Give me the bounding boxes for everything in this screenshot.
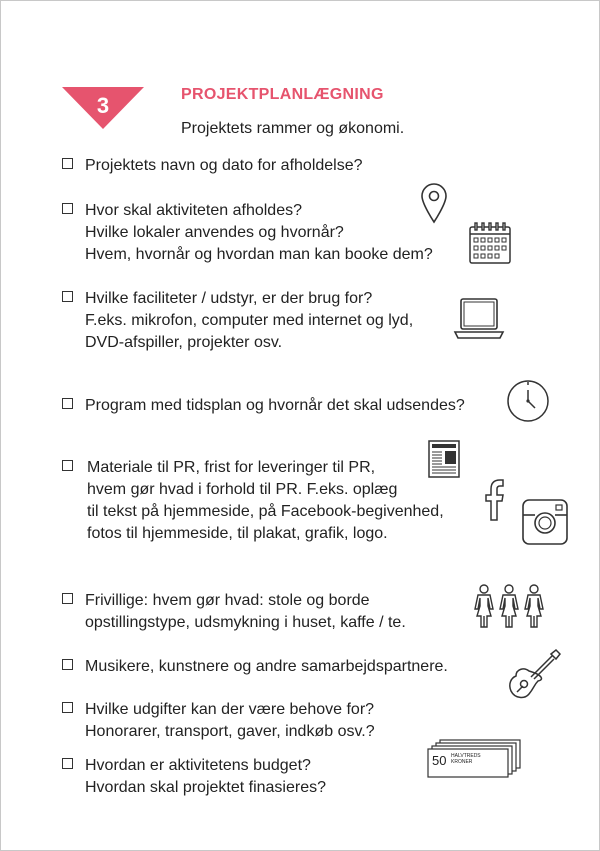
item-line: Hvordan skal projektet finasieres? <box>85 779 327 796</box>
guitar-icon <box>507 649 561 701</box>
checkbox[interactable] <box>62 702 73 713</box>
item-line: Hvilke faciliteter / udstyr, er der brug for? <box>85 290 373 307</box>
banknote-text-1: HALVTREDS <box>451 753 481 759</box>
item-line: Program med tidsplan og hvornår det skal udsendes? <box>85 397 465 414</box>
banknote-value: 50 <box>432 753 447 768</box>
instagram-icon <box>522 499 568 545</box>
item-line: Hvordan er aktivitetens budget? <box>85 757 311 774</box>
item-line: hvem gør hvad i forhold til PR. F.eks. oplæg <box>87 481 398 498</box>
checkbox[interactable] <box>62 291 73 302</box>
banknotes-icon <box>428 738 522 778</box>
item-line: Projektets navn og dato for afholdelse? <box>85 157 363 174</box>
item-line: fotos til hjemmeside, til plakat, grafik, logo. <box>87 525 388 542</box>
item-line: Hvilke lokaler anvendes og hvornår? <box>85 224 344 241</box>
page-title: PROJEKTPLANLÆGNING <box>181 86 384 103</box>
item-line: DVD-afspiller, projekter osv. <box>85 334 283 351</box>
item-line: Materiale til PR, frist for leveringer til PR, <box>87 459 376 476</box>
checkbox[interactable] <box>62 758 73 769</box>
checkbox[interactable] <box>62 659 73 670</box>
item-line: Hvilke udgifter kan der være behove for? <box>85 701 375 718</box>
people-icon <box>472 584 546 628</box>
section-number-badge <box>62 87 144 129</box>
section-number: 3 <box>96 93 110 118</box>
calendar-icon <box>469 222 511 264</box>
checkbox[interactable] <box>62 203 73 214</box>
item-line: Hvor skal aktiviteten afholdes? <box>85 202 302 219</box>
item-line: Musikere, kunstnere og andre samarbejdspartnere. <box>85 658 448 675</box>
location-pin-icon <box>420 182 448 224</box>
checkbox[interactable] <box>62 158 73 169</box>
item-line: Hvem, hvornår og hvordan man kan booke dem? <box>85 246 433 263</box>
laptop-icon <box>454 298 504 340</box>
banknote-text-2: KRONER <box>451 759 473 765</box>
clock-icon <box>506 379 550 423</box>
facebook-icon <box>483 479 505 521</box>
item-line: F.eks. mikrofon, computer med internet og lyd, <box>85 312 414 329</box>
item-line: Honorarer, transport, gaver, indkøb osv.? <box>85 723 375 740</box>
checkbox[interactable] <box>62 460 73 471</box>
item-line: til tekst på hjemmeside, på Facebook-begivenhed, <box>87 503 444 520</box>
checkbox[interactable] <box>62 593 73 604</box>
item-line: Frivillige: hvem gør hvad: stole og borde <box>85 592 370 609</box>
page-subtitle: Projektets rammer og økonomi. <box>181 120 405 137</box>
checkbox[interactable] <box>62 398 73 409</box>
item-line: opstillingstype, udsmykning i huset, kaffe / te. <box>85 614 406 631</box>
newspaper-icon <box>428 440 460 478</box>
